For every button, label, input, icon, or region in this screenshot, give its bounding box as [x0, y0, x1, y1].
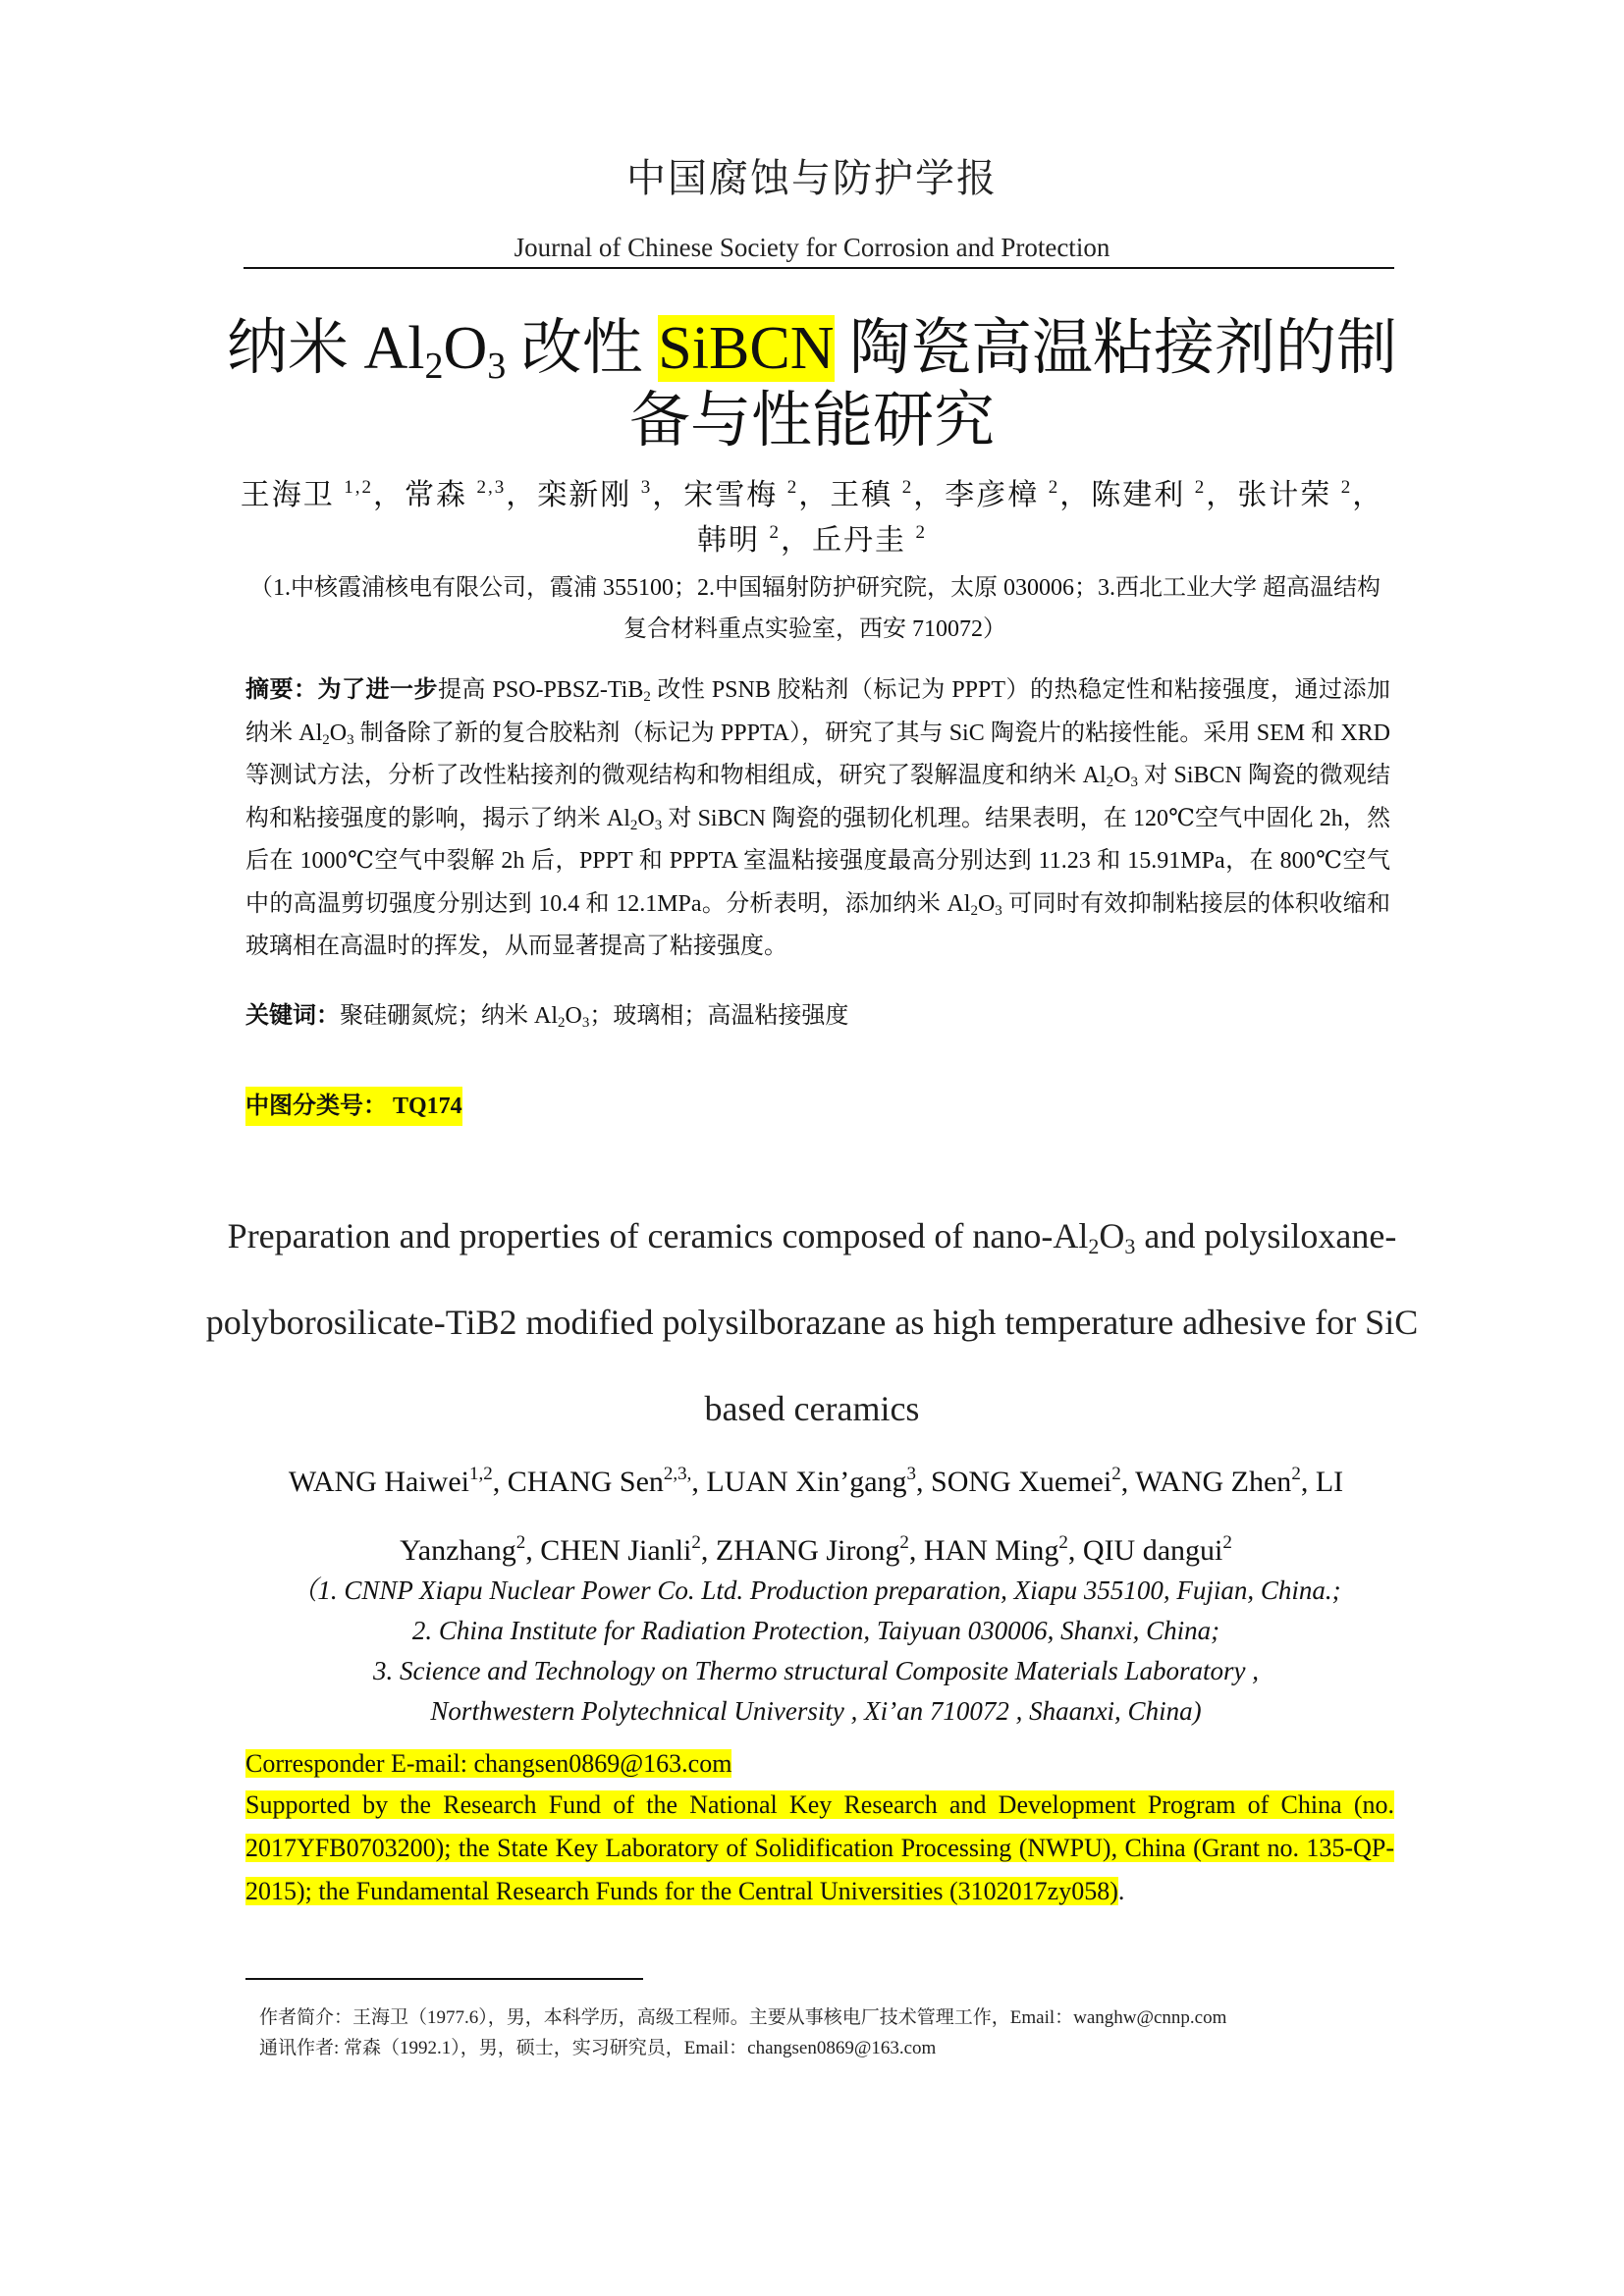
journal-name-en: Journal of Chinese Society for Corrosion and Protection — [514, 233, 1110, 262]
author-footnotes — [259, 2002, 1388, 2063]
title-en: Preparation and properties of ceramics composed of nano-$Al_2O_3$ and polysiloxane- polyborosilicate-TiB2 modified polysilborazane as high temperature adhesive for SiC based ceramics — [205, 1216, 1419, 1428]
footnote-corresponding-author: 通讯作者: 常森（1992.1），男，硕士，实习研究员，Email：changsen0869@163.com — [259, 2038, 937, 2058]
abstract-label: 摘要： — [245, 677, 318, 703]
affiliation-line: 2. China Institute for Radiation Protection, Taiyuan 030006, Shanxi, China; — [411, 1616, 1220, 1645]
affiliation-line: （1. CNNP Xiapu Nuclear Power Co. Ltd. Production preparation, Xiapu 355100, Fujian, China.; — [291, 1575, 1341, 1605]
footnote-divider — [245, 1978, 643, 1980]
affiliation-line: 3. Science and Technology on Thermo structural Composite Materials Laboratory , — [373, 1656, 1259, 1685]
footnote-author-bio: 作者简介：王海卫（1977.6），男，本科学历，高级工程师。主要从事核电厂技术管理工作，Email：wanghw@cnnp.com — [259, 2007, 1227, 2028]
authors-en: WANG Haiwei$^{1,2}$, CHANG Sen$^{2,3,}$, LUAN Xin’gang$^3$, SONG Xuemei$^2$, WANG Zhen$^2$, LI Yanzhang$^2$, CHEN Jianli$^2$, ZHANG Jirong$^2$, HAN Ming$^2$, QIU dangui$^2$ — [288, 1464, 1344, 1567]
authors-cn: 王海卫 $^{1,2}$，常森 $^{2,3}$，栾新刚 $^3$，宋雪梅 $^2$，王稹 $^2$，李彦樟 $^2$，陈建利 $^2$，张计荣 $^2$，韩明 $^2$，丘丹圭 $^2$ — [240, 477, 1384, 557]
corresponder-email: Corresponder E-mail: changsen0869@163.com — [245, 1749, 732, 1778]
affiliation-line: Northwestern Polytechnical University , Xi’an 710072 , Shaanxi, China) — [430, 1696, 1202, 1726]
keywords-label: 关键词： — [245, 1003, 340, 1029]
journal-name-cn: 中国腐蚀与防护学报 — [626, 156, 998, 200]
header-divider — [244, 267, 1394, 269]
title-highlight: SiBCN — [658, 315, 835, 382]
clc-number: 中图分类号： TQ174 — [245, 1087, 462, 1126]
affiliations-cn: （1.中核霞浦核电有限公司，霞浦 355100；2.中国辐射防护研究院，太原 030006；3.西北工业大学 超高温结构复合材料重点实验室，西安 710072） — [249, 575, 1380, 642]
keywords-cn: 关键词：聚硅硼氮烷；纳米 $Al_2O_3$；玻璃相；高温粘接强度 — [245, 1003, 849, 1031]
affiliations-en — [232, 1571, 1400, 1732]
abstract-cn: 摘要：为了进一步提高 PSO-PBSZ-TiB$_2$ 改性 PSNB 胶粘剂（标记为 PPPT）的热稳定性和粘接强度，通过添加纳米 $Al_2O_3$ 制备除了新的复合胶粘剂（标记为 PPPTA），研究了其与 SiC 陶瓷片的粘接性能。采用 SEM 和 XRD 等测试方法，分析了改性粘接剂的微观结构和物相组成，研究了裂解温度和纳米 $Al_2O_3$ 对 SiBCN 陶瓷的微观结构和粘接强度的影响，揭示了纳米 $Al_2O_3$ 对 SiBCN 陶瓷的强韧化机理。结果表明，在 120℃空气中固化 2h，然后在 1000℃空气中裂解 2h 后，PPPT 和 PPPTA 室温粘接强度最高分别达到 11.23 和 15.91MPa，在 800℃空气中的高温剪切强度分别达到 10.4 和 12.1MPa。分析表明，添加纳米 $Al_2O_3$ 可同时有效抑制粘接层的体积收缩和玻璃相在高温时的挥发，从而显著提高了粘接强度。 — [245, 677, 1391, 959]
title-cn: 纳米 $Al_2O_3$ 改性 SiBCN 陶瓷高温粘接剂的制备与性能研究 — [226, 315, 1398, 454]
funding-statement: Supported by the Research Fund of the National Key Research and Development Program of China (no. 2017YFB0703200); the State Key Laboratory of Solidification Processing (NWPU), China (Grant no. 135-QP-2015); the Fundamental Research Funds for the Central Universities (3102017zy058). — [245, 1790, 1394, 1905]
